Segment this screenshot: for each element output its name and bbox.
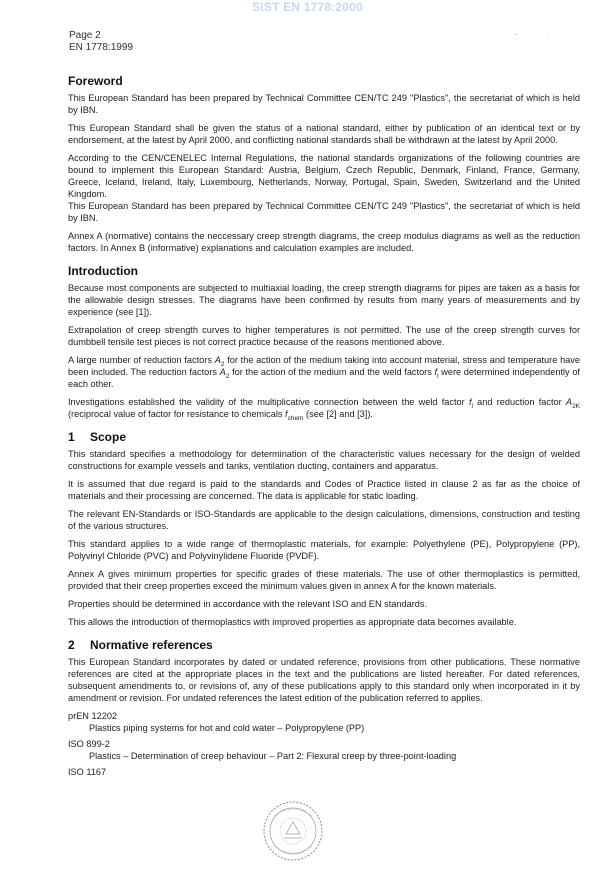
reference-code: ISO 1167 bbox=[68, 767, 107, 777]
reference-title: Plastics – Determination of creep behaviour – Part 2: Flexural creep by three-point-loading bbox=[89, 751, 457, 761]
foreword-heading: Foreword bbox=[68, 74, 123, 88]
foreword-paragraph: This European Standard has been prepared by Technical Committee CEN/TC 249 "Plastics", the secretariat of which is held by IBN. bbox=[68, 201, 580, 223]
page-number: Page 2 bbox=[69, 30, 101, 41]
document-body bbox=[68, 74, 580, 778]
document-id: EN 1778:1999 bbox=[69, 42, 133, 53]
scan-speck: · bbox=[514, 30, 517, 39]
introduction-paragraph: Investigations established the validity of the multiplicative connection between the weld factor $f_l$ and reduction factor $A_{2K}$ (reciprocal value of factor for resistance to chemicals $f_{chem}$ (see [2] and [3]). bbox=[68, 397, 581, 422]
scope-paragraph: It is assumed that due regard is paid to the standards and Codes of Practice listed in clause 2 as far as the choice of materials and their processing are concerned. The data is applicable for static loading. bbox=[68, 479, 580, 501]
introduction-paragraph: Because most components are subjected to multiaxial loading, the creep strength diagrams for pipes are taken as a basis for the allowable design stresses. The diagrams have been confirmed by results from many years of measurements and by experience (see [1]). bbox=[68, 283, 580, 317]
normative-paragraph: This European Standard incorporates by dated or undated reference, provisions from other publications. These normative references are cited at the appropriate places in the text and the publications are listed hereafter. For dated references, subsequent amendments to, or revisions of, any of these publications apply to this standard only when incorporated in it by amendment or revision. For undated references the latest edition of the publication referred to applies. bbox=[68, 657, 580, 703]
scope-paragraph: This standard applies to a wide range of thermoplastic materials, for example: Polyethylene (PE), Polypropylene (PP), Polyvinyl Chloride (PVC) and Polyvinylidene Fluoride (PVDF). bbox=[68, 539, 580, 561]
foreword-paragraph: Annex A (normative) contains the neccessary creep strength diagrams, the creep modulus diagrams as well as the reduction factors. In Annex B (informative) explanations and calculation examples are included. bbox=[68, 231, 580, 253]
reference-item bbox=[68, 738, 580, 762]
official-seal-stamp bbox=[262, 800, 324, 862]
foreword-paragraph: This European Standard has been prepared by Technical Committee CEN/TC 249 "Plastics", the secretariat of which is held by IBN. bbox=[68, 93, 580, 115]
reference-title: Plastics piping systems for hot and cold water – Polypropylene (PP) bbox=[89, 723, 365, 733]
reference-list bbox=[68, 710, 580, 778]
reference-code: prEN 12202 bbox=[68, 711, 118, 721]
page-header bbox=[69, 30, 133, 54]
reference-code: ISO 899-2 bbox=[68, 739, 110, 749]
introduction-paragraph: Extrapolation of creep strength curves to higher temperatures is not permitted. The use of the creep strength curves for dumbbell tensile test pieces is not correct practice because of the reasons mentioned above. bbox=[68, 325, 580, 347]
introduction-paragraph: A large number of reduction factors $A_2$ for the action of the medium taking into account material, stress and temperature have been included. The reduction factors $A_2$ for the action of the medium and the weld factors $f_l$ were determined independently of each other. bbox=[68, 355, 580, 389]
foreword-paragraph: According to the CEN/CENELEC Internal Regulations, the national standards organizations of the following countries are bound to implement this European Standard: Austria, Belgium, Czech Republic, Denmark, Finland, France, Germany, Greece, Iceland, Ireland, Italy, Luxembourg, Netherlands, Norway, Portugal, Spain, Sweden, Switzerland and the United Kingdom. bbox=[68, 153, 580, 199]
watermark: SIST EN 1778:2000 bbox=[252, 0, 363, 14]
normative-references-heading: 2 Normative references bbox=[68, 638, 213, 652]
reference-item bbox=[68, 766, 580, 778]
scope-paragraph: The relevant EN-Standards or ISO-Standards are applicable to the design calculations, dimensions, construction and testing of the various structures. bbox=[68, 509, 580, 531]
scope-paragraph: This allows the introduction of thermoplastics with improved properties as appropriate data becomes available. bbox=[68, 617, 517, 627]
scope-heading: 1 Scope bbox=[68, 430, 127, 444]
scope-paragraph: Properties should be determined in accordance with the relevant ISO and EN standards. bbox=[68, 599, 428, 609]
scope-paragraph: This standard specifies a methodology for determination of the characteristic values necessary for the design of welded constructions for example vessels and tanks, ventilation ducting, containers and apparatus. bbox=[68, 449, 580, 471]
scope-paragraph: Annex A gives minimum properties for specific grades of these materials. The use of other thermoplastics is permitted, provided that their creep properties exceed the minimum values given in annex A for the known materials. bbox=[68, 569, 580, 591]
introduction-heading: Introduction bbox=[68, 264, 138, 278]
reference-item bbox=[68, 710, 580, 734]
foreword-paragraph: This European Standard shall be given the status of a national standard, either by publication of an identical text or by endorsement, at the latest by April 2000, and conflicting national standards shall be withdrawn at the latest by April 2000. bbox=[68, 123, 580, 145]
scan-speck: ˙ bbox=[548, 34, 551, 43]
